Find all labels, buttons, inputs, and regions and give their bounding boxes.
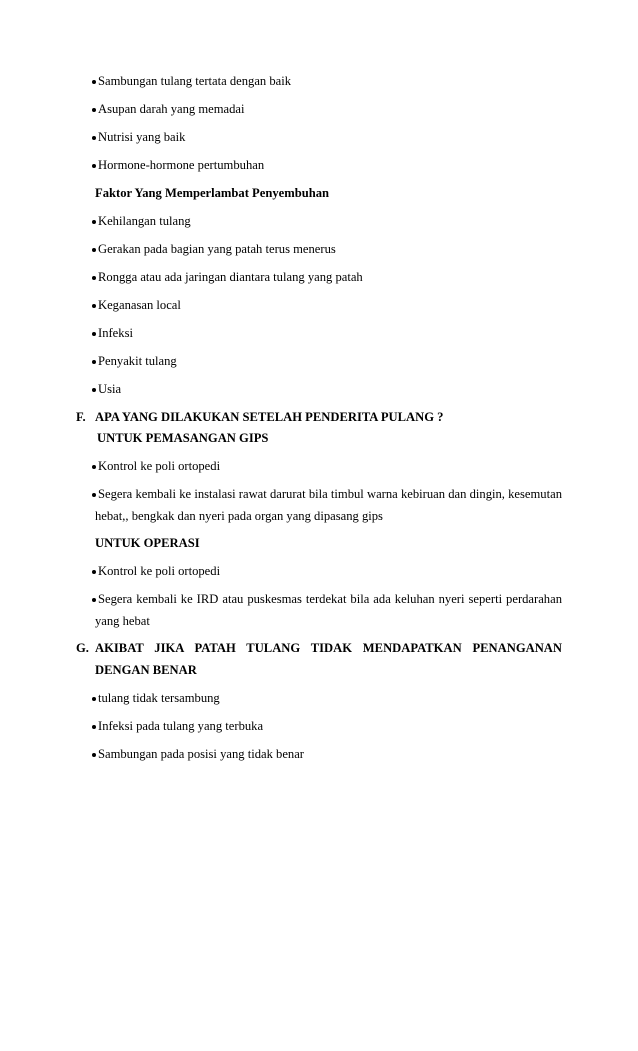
list-item: Sambungan tulang tertata dengan baik — [92, 73, 291, 89]
list-item: Segera kembali ke instalasi rawat darurat bila timbul warna kebiruan dan dingin, kesemutan — [92, 486, 562, 502]
list-item: Infeksi — [92, 325, 133, 341]
section-letter: F. — [76, 410, 86, 424]
list-item: Hormone-hormone pertumbuhan — [92, 157, 264, 173]
section-title: APA YANG DILAKUKAN SETELAH PENDERITA PULANG ? — [95, 410, 444, 424]
section-heading: Faktor Yang Memperlambat Penyembuhan — [95, 186, 330, 200]
list-item: Usia — [92, 381, 121, 397]
list-item: Nutrisi yang baik — [92, 129, 185, 145]
list-item: Kontrol ke poli ortopedi — [92, 563, 220, 579]
list-item-continuation: yang hebat — [95, 614, 150, 628]
list-item: Sambungan pada posisi yang tidak benar — [92, 746, 304, 762]
subsection-heading: UNTUK OPERASI — [95, 536, 200, 550]
list-item: Keganasan local — [92, 297, 181, 313]
list-item-continuation: hebat,, bengkak dan nyeri pada organ yang dipasang gips — [95, 509, 383, 523]
section-letter: G. — [76, 641, 89, 655]
list-item: Segera kembali ke IRD atau puskesmas terdekat bila ada keluhan nyeri seperti perdarahan — [92, 591, 562, 607]
list-item: Penyakit tulang — [92, 353, 177, 369]
section-title: AKIBAT JIKA PATAH TULANG TIDAK MENDAPATKAN PENANGANAN — [95, 641, 562, 655]
list-item: Kontrol ke poli ortopedi — [92, 458, 220, 474]
subsection-heading: UNTUK PEMASANGAN GIPS — [97, 431, 269, 445]
list-item: Kehilangan tulang — [92, 213, 191, 229]
list-item: Asupan darah yang memadai — [92, 101, 245, 117]
list-item: Gerakan pada bagian yang patah terus menerus — [92, 241, 336, 257]
list-item: tulang tidak tersambung — [92, 690, 220, 706]
list-item: Infeksi pada tulang yang terbuka — [92, 718, 263, 734]
list-item: Rongga atau ada jaringan diantara tulang yang patah — [92, 269, 363, 285]
section-title-continuation: DENGAN BENAR — [95, 663, 197, 677]
